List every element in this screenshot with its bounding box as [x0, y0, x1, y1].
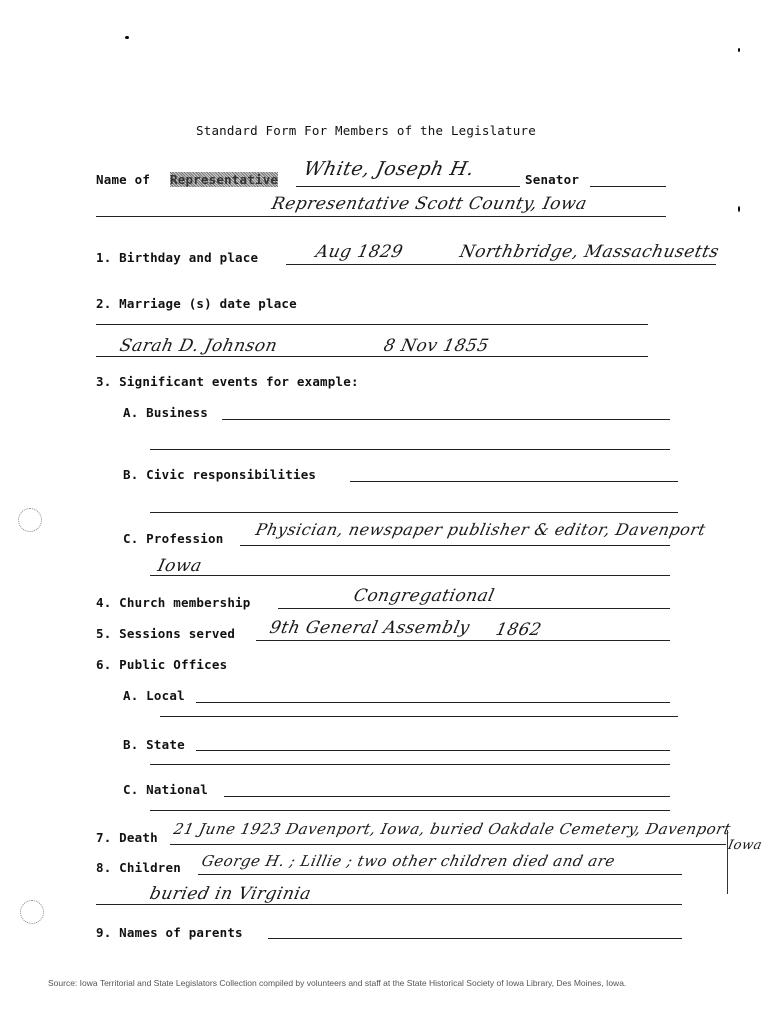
representative-label-struck: Representative: [170, 172, 279, 187]
ink-speck: [125, 36, 129, 39]
marriage-line: [96, 324, 648, 325]
name-line: [296, 186, 520, 187]
senator-line: [590, 186, 666, 187]
handwritten-birthplace: Northbridge, Massachusetts: [457, 242, 721, 262]
parents-line: [268, 938, 682, 939]
handwritten-name: White, Joseph H.: [301, 158, 477, 180]
national-label: C. National: [123, 782, 208, 797]
marriage-label: 2. Marriage (s) date place: [96, 296, 297, 311]
profession-line-2: [150, 575, 670, 576]
handwritten-profession: Physician, newspaper publisher & editor, Davenport: [253, 520, 708, 539]
handwritten-children: George H. ; Lillie ; two other children died and are: [200, 852, 617, 870]
sessions-line: [256, 640, 670, 641]
children-line-2: [96, 904, 682, 905]
name-line-2: [96, 216, 666, 217]
business-line: [222, 419, 670, 420]
civic-line: [350, 481, 678, 482]
name-label: Name of: [96, 172, 151, 187]
local-label: A. Local: [123, 688, 185, 703]
local-line-2: [160, 716, 678, 717]
senator-label: Senator: [525, 172, 580, 187]
church-label: 4. Church membership: [96, 595, 251, 610]
source-caption: Source: Iowa Territorial and State Legislators Collection compiled by volunteers and staff at the State Historical Society of Iowa Library, Des Moines, Iowa.: [48, 978, 627, 988]
handwritten-death: 21 June 1923 Davenport, Iowa, buried Oakdale Cemetery, Davenport: [172, 820, 733, 838]
birthday-line: [286, 264, 716, 265]
handwritten-name-line2: Representative Scott County, Iowa: [269, 194, 589, 214]
state-label: B. State: [123, 737, 185, 752]
ink-speck: [738, 48, 740, 52]
handwritten-session-year: 1862: [493, 620, 544, 640]
profession-label: C. Profession: [123, 531, 224, 546]
profession-line: [240, 545, 670, 546]
handwritten-birthday: Aug 1829: [313, 242, 405, 262]
handwritten-children-line2: buried in Virginia: [147, 884, 314, 904]
sessions-label: 5. Sessions served: [96, 626, 236, 641]
significant-events-label: 3. Significant events for example:: [96, 374, 359, 389]
business-label: A. Business: [123, 405, 208, 420]
national-line-2: [150, 810, 670, 811]
public-offices-label: 6. Public Offices: [96, 657, 228, 672]
state-line-2: [150, 764, 670, 765]
local-line: [196, 702, 670, 703]
handwritten-death-margin: Iowa: [726, 838, 764, 853]
state-line: [196, 750, 670, 751]
form-title: Standard Form For Members of the Legislature: [196, 123, 536, 138]
handwritten-church: Congregational: [351, 586, 497, 606]
death-label: 7. Death: [96, 830, 158, 845]
birthday-label: 1. Birthday and place: [96, 250, 259, 265]
business-line-2: [150, 449, 670, 450]
handwritten-marriage-date: 8 Nov 1855: [381, 336, 491, 356]
parents-label: 9. Names of parents: [96, 925, 243, 940]
civic-label: B. Civic responsibilities: [123, 467, 317, 482]
church-line: [278, 608, 670, 609]
ink-speck: [738, 206, 740, 212]
children-label: 8. Children: [96, 860, 181, 875]
handwritten-spouse: Sarah D. Johnson: [117, 336, 280, 356]
marriage-line-2: [96, 356, 648, 357]
punch-hole-mark: [18, 508, 42, 532]
civic-line-2: [150, 512, 678, 513]
death-line: [170, 844, 726, 845]
handwritten-session-assembly: 9th General Assembly: [267, 618, 472, 638]
margin-rule: [727, 830, 728, 894]
national-line: [224, 796, 670, 797]
punch-hole-mark: [20, 900, 44, 924]
handwritten-profession-line2: Iowa: [155, 556, 204, 576]
children-line: [198, 874, 682, 875]
